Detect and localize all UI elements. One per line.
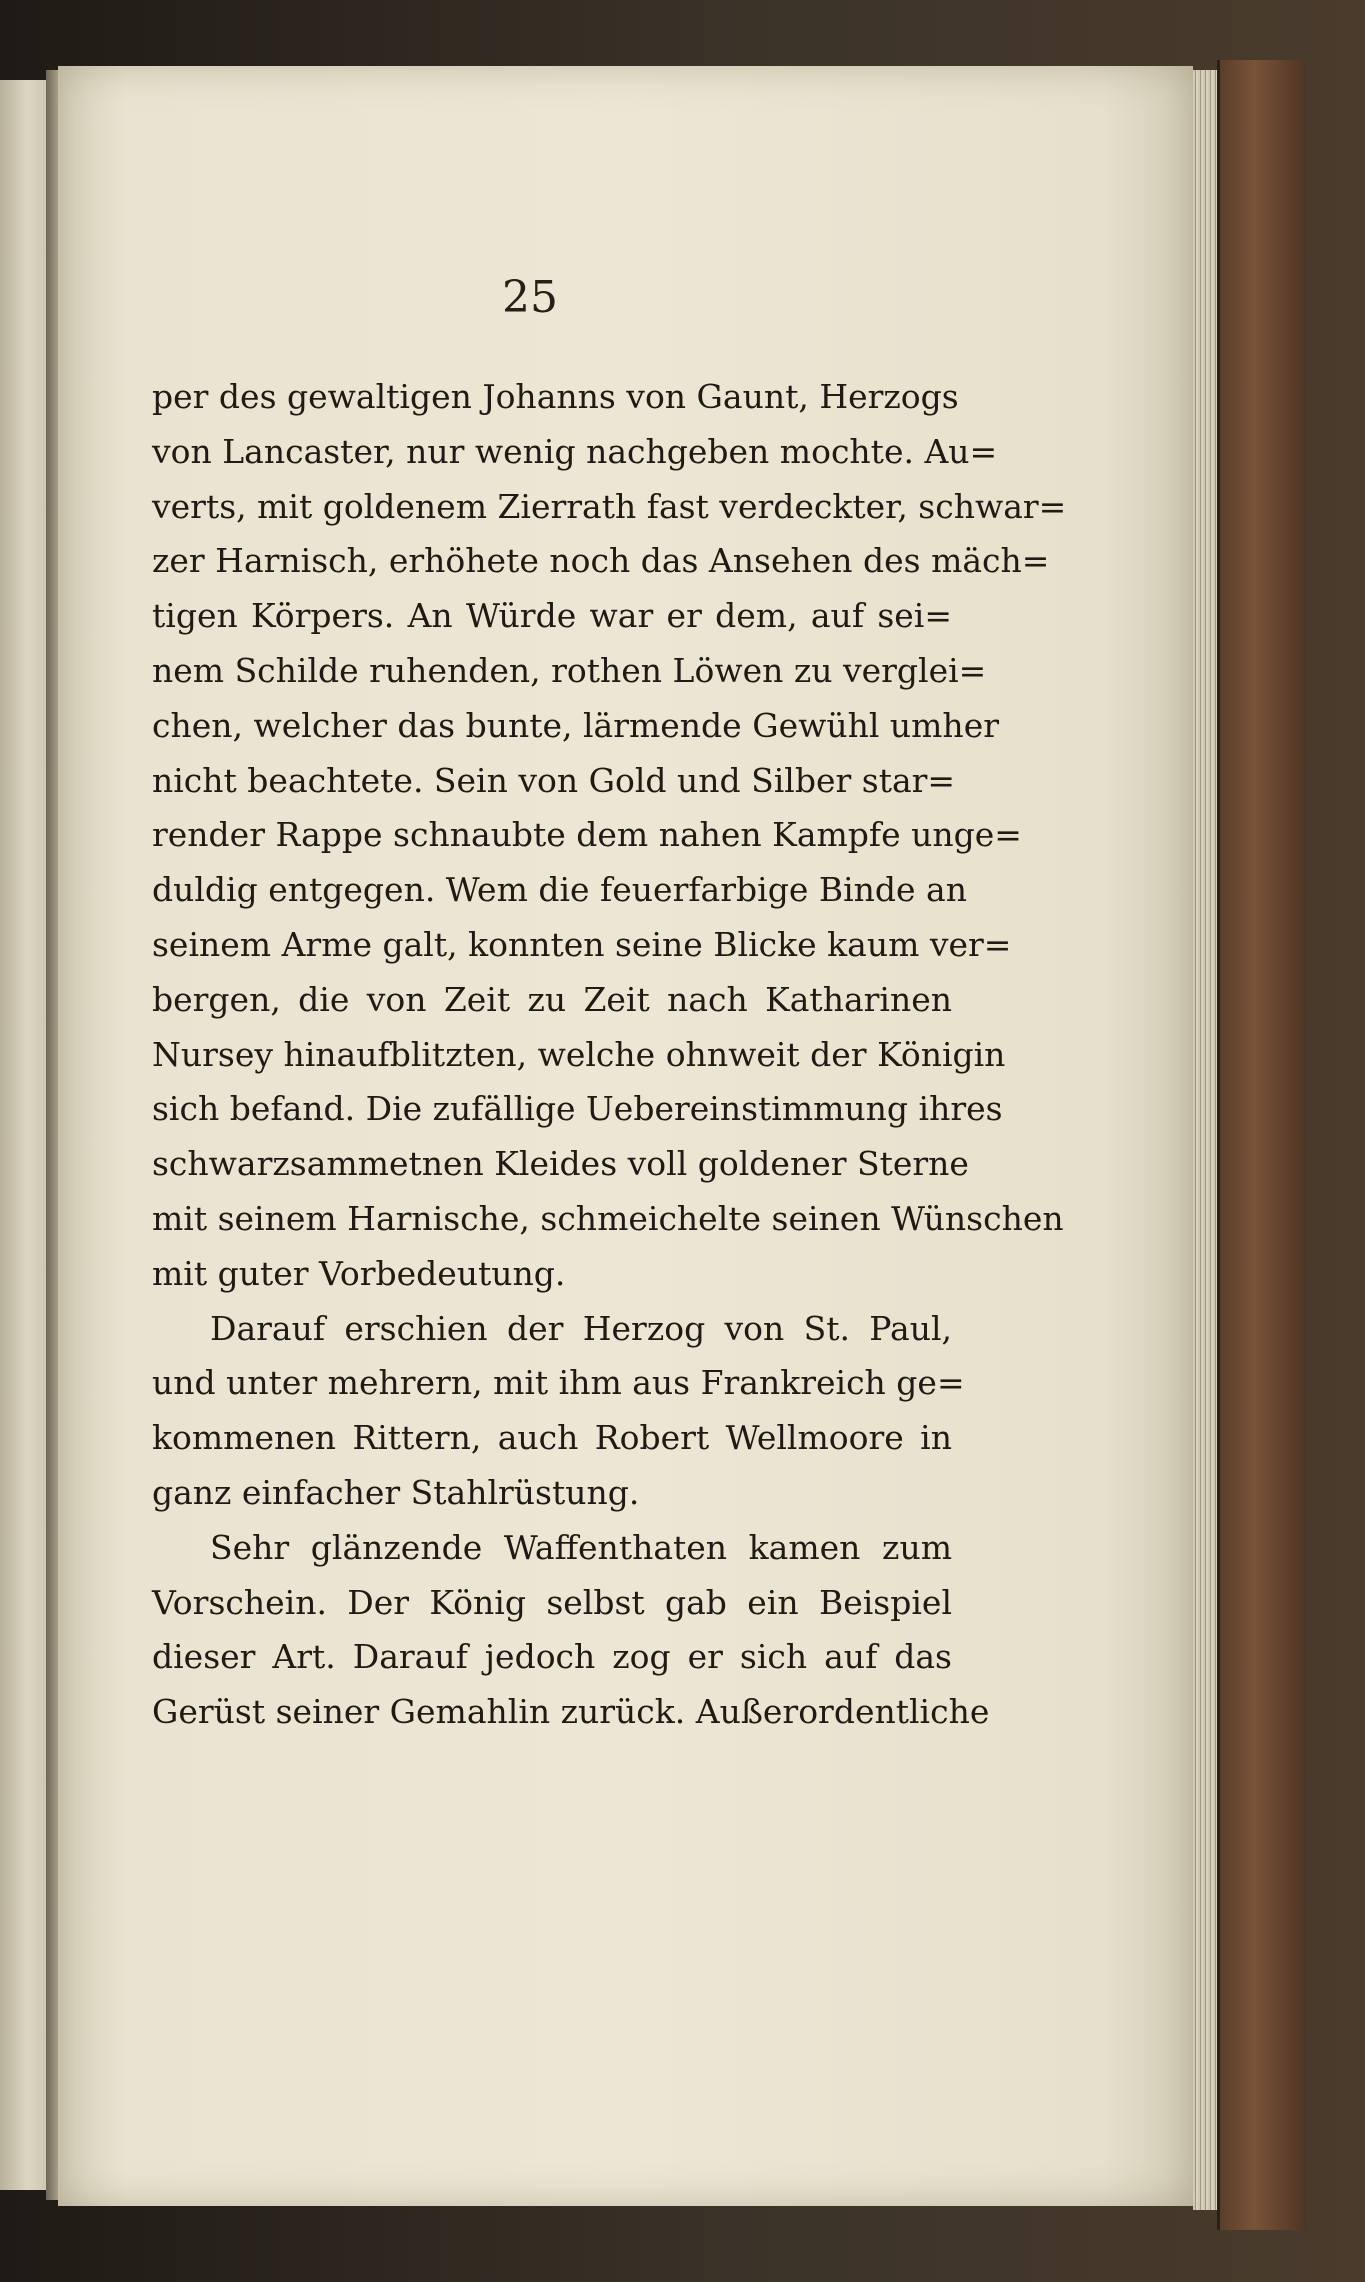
text-line: mit seinem Harnische, schmeichelte seinen Wünschen [152,1198,1064,1238]
text-line: per des gewaltigen Johanns von Gaunt, Herzogs [152,377,959,416]
text-line: duldig entgegen. Wem die feuerfarbige Binde an [152,870,967,910]
text-line: zer Harnisch, erhöhete noch das Ansehen des mäch= [152,541,1050,581]
page-block-edges [1193,70,1217,2210]
facing-page-edge [0,80,48,2190]
text-line: und unter mehrern, mit ihm aus Frankreich ge= [152,1363,965,1403]
text-line: render Rappe schnaubte dem nahen Kampfe unge= [152,815,1022,855]
text-line: sich befand. Die zufällige Uebereinstimmung ihres [152,1089,1003,1129]
text-line: Vorschein. Der König selbst gab ein Beispiel [152,1582,952,1622]
text-line: ganz einfacher Stahlrüstung. [152,1472,640,1512]
text-line: von Lancaster, nur wenig nachgeben mochte. Au= [152,431,998,471]
text-line: nem Schilde ruhenden, rothen Löwen zu verglei= [152,650,987,690]
text-line: Gerüst seiner Gemahlin zurück. Außerordentliche [152,1692,990,1732]
text-line: tigen Körpers. An Würde war er dem, auf sei= [152,596,952,636]
book-cover-edge [1217,60,1306,2230]
book-gutter [46,70,58,2200]
text-line: nicht beachtete. Sein von Gold und Silber star= [152,760,956,800]
text-line: Darauf erschien der Herzog von St. Paul, [210,1308,952,1348]
text-line: kommenen Rittern, auch Robert Wellmoore in [152,1418,952,1458]
text-line: schwarzsammetnen Kleides voll goldener Sterne [152,1144,969,1184]
text-line: chen, welcher das bunte, lärmende Gewühl umher [152,705,999,745]
page-number: 25 [502,272,558,323]
text-line: bergen, die von Zeit zu Zeit nach Katharinen [152,979,952,1019]
text-line: Sehr glänzende Waffenthaten kamen zum [210,1527,952,1567]
text-line: Nursey hinaufblitzten, welche ohnweit der Königin [152,1034,1006,1074]
body-text [152,370,1067,1740]
text-line: dieser Art. Darauf jedoch zog er sich auf das [152,1637,952,1677]
text-line: mit guter Vorbedeutung. [152,1253,566,1293]
text-line: verts, mit goldenem Zierrath fast verdeckter, schwar= [152,486,1067,526]
text-line: seinem Arme galt, konnten seine Blicke kaum ver= [152,924,1012,964]
